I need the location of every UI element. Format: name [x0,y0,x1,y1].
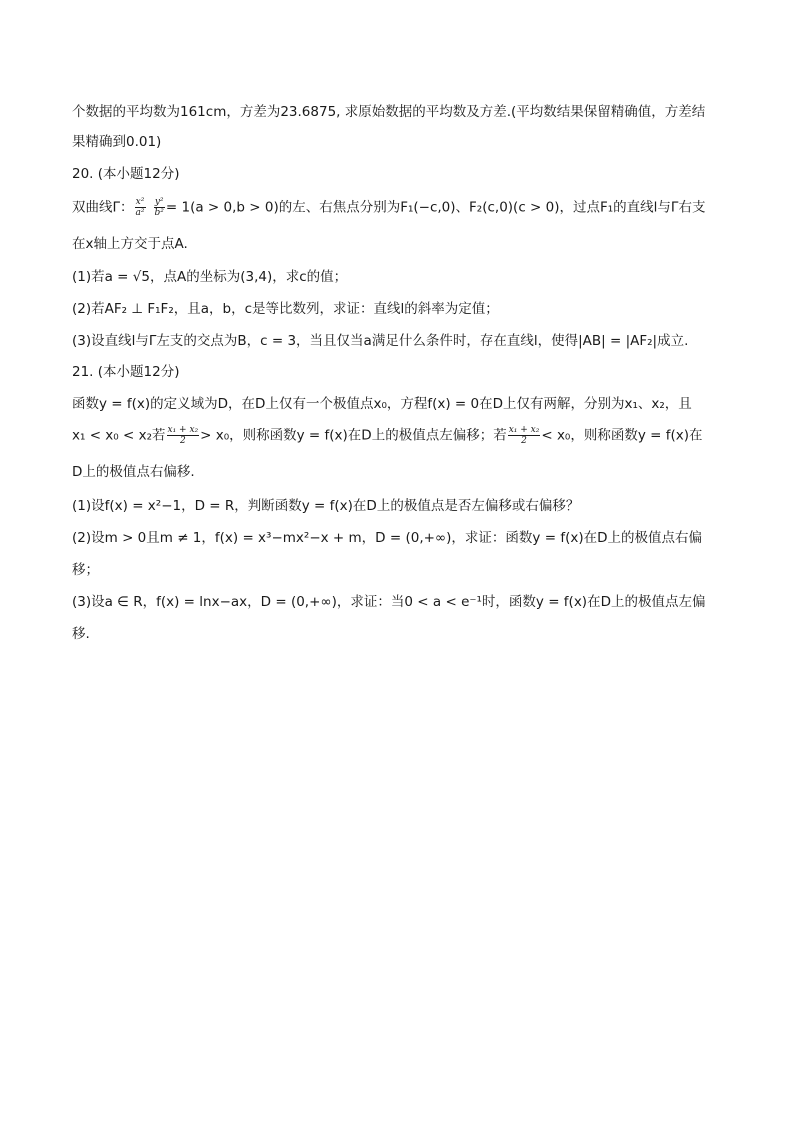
text-span: < x₀，则称函数y = f(x)在 [541,427,703,444]
question-20-part-1: (1)若a = √5，点A的坐标为(3,4)，求c的值； [72,269,348,285]
text-line: 个数据的平均数为161cm，方差为23.6875, 求原始数据的平均数及方差.(平均数结果保留精确值，方差结 [72,104,706,120]
text-line: 果精确到0.01) [72,134,162,150]
question-21-part-2-cont: 移； [72,562,99,578]
hyperbola-fraction-pair [134,197,166,218]
question-21-line-3: D上的极值点右偏移. [72,464,195,480]
question-20-part-3: (3)设直线l与Γ左支的交点为B，c = 3，当且仅当a满足什么条件时，存在直线l，使得|AB| = |AF₂|成立. [72,333,689,349]
fraction [135,197,146,218]
fraction-denominator: b² [154,208,164,218]
question-20-line-2: 在x轴上方交于点A. [72,236,188,252]
fraction-numerator: x² [135,197,145,207]
text-span: x₁ < x₀ < x₂若 [72,427,166,444]
fraction [154,197,165,218]
fraction [508,425,541,446]
fraction-denominator: 2 [179,436,186,446]
fraction [167,425,200,446]
text-span: = 1(a > 0,b > 0)的左、右焦点分别为F₁(−c,0)、F₂(c,0)(c > 0)，过点F₁的直线l与Γ右支 [165,199,706,216]
question-20-line-1 [72,197,722,218]
fraction-denominator: a² [135,208,145,218]
text-span: > x₀，则称函数y = f(x)在D上的极值点左偏移；若 [200,427,507,444]
fraction-denominator: 2 [521,436,527,446]
question-20-header: 20. (本小题12分) [72,166,180,182]
fraction-numerator: y² [154,197,164,207]
fraction-numerator: x₁ + x₂ [167,425,199,435]
fraction-numerator: x₁ + x₂ [508,425,540,435]
question-21-part-3-cont: 移. [72,626,90,642]
question-21-part-1: (1)设f(x) = x²−1，D = R，判断函数y = f(x)在D上的极值点是否左偏移或右偏移？ [72,498,580,514]
question-21-line-1: 函数y = f(x)的定义域为D，在D上仅有一个极值点x₀，方程f(x) = 0在D上仅有两解，分别为x₁、x₂，且 [72,396,692,412]
question-20-part-2: (2)若AF₂ ⊥ F₁F₂，且a，b，c是等比数列，求证：直线l的斜率为定值； [72,301,499,317]
question-21-part-3: (3)设a ∈ R，f(x) = lnx−ax，D = (0,+∞)，求证：当0 < a < e⁻¹时，函数y = f(x)在D上的极值点左偏 [72,594,706,610]
question-21-part-2: (2)设m > 0且m ≠ 1，f(x) = x³−mx²−x + m，D = (0,+∞)，求证：函数y = f(x)在D上的极值点右偏 [72,530,702,546]
question-21-line-2 [72,425,722,446]
question-21-header: 21. (本小题12分) [72,364,180,380]
text-span: 双曲线Γ： [72,199,134,216]
